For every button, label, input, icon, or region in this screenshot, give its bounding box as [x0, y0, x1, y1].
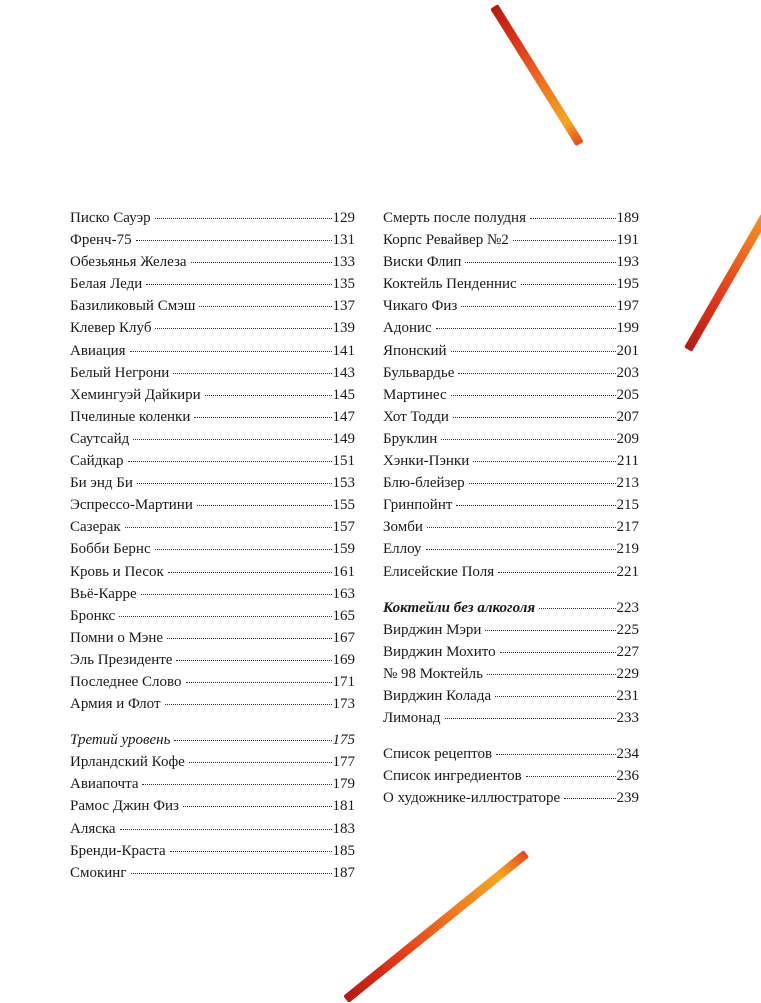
toc-entry-title: Рамос Джин Физ — [70, 798, 179, 815]
decorative-brush-stroke — [684, 165, 761, 351]
toc-entry[interactable] — [383, 450, 639, 472]
toc-entry-title: Вирджин Мохито — [383, 643, 496, 660]
toc-entry[interactable] — [383, 561, 639, 583]
toc-entry-title: Вьё-Карре — [70, 585, 137, 602]
dot-leader — [183, 806, 332, 807]
toc-entry[interactable] — [383, 663, 639, 685]
toc-entry-title: Писко Сауэр — [70, 210, 151, 226]
toc-entry[interactable] — [383, 428, 639, 450]
toc-entry[interactable] — [70, 583, 355, 605]
dot-leader — [436, 328, 616, 329]
toc-entry[interactable] — [383, 317, 639, 339]
dot-leader — [530, 218, 616, 219]
toc-page-number: 145 — [332, 386, 355, 403]
toc-entry[interactable] — [383, 707, 639, 729]
dot-leader — [131, 873, 332, 874]
toc-entry[interactable] — [70, 627, 355, 649]
toc-entry[interactable] — [70, 340, 355, 362]
toc-entry-title: Гринпойнт — [383, 497, 453, 514]
toc-entry[interactable] — [383, 765, 639, 787]
toc-page-number: 143 — [332, 364, 355, 381]
dot-leader — [469, 483, 616, 484]
toc-entry[interactable] — [70, 273, 355, 295]
toc-entry-title: Бронкс — [70, 607, 116, 624]
toc-entry-title: Чикаго Физ — [383, 298, 458, 315]
dot-leader — [136, 240, 332, 241]
dot-leader — [451, 351, 616, 352]
toc-page-number: 141 — [332, 342, 355, 359]
toc-entry[interactable] — [383, 787, 639, 809]
toc-page-number: 229 — [616, 665, 639, 682]
toc-entry[interactable] — [70, 751, 355, 773]
dot-leader — [564, 798, 615, 799]
toc-page-number: 137 — [332, 298, 355, 315]
toc-page-number: 153 — [332, 475, 355, 492]
toc-left-column — [70, 207, 355, 884]
toc-entry-title: Помни о Мэне — [70, 629, 164, 646]
toc-entry-title: Мартинес — [383, 386, 447, 403]
dot-leader — [194, 417, 331, 418]
dot-leader — [167, 638, 331, 639]
toc-entry[interactable] — [383, 685, 639, 707]
toc-page-number: 203 — [616, 364, 639, 381]
toc-entry[interactable] — [383, 384, 639, 406]
toc-page-number: 209 — [616, 430, 639, 447]
toc-entry[interactable] — [70, 472, 355, 494]
toc-entry[interactable] — [383, 362, 639, 384]
dot-leader — [133, 439, 331, 440]
toc-entry-title: Авиация — [70, 342, 126, 359]
toc-entry[interactable] — [70, 840, 355, 862]
dot-leader — [496, 754, 615, 755]
toc-page-number: 181 — [332, 798, 355, 815]
dot-leader — [426, 549, 616, 550]
dot-leader — [539, 608, 615, 609]
toc-entry-title: Третий уровень — [70, 732, 171, 749]
toc-page-number: 173 — [332, 696, 355, 713]
toc-entry[interactable] — [383, 295, 639, 317]
dot-leader — [155, 218, 332, 219]
dot-leader — [176, 660, 331, 661]
dot-leader — [465, 262, 615, 263]
toc-page-number: 177 — [332, 754, 355, 771]
toc-entry-title: № 98 Моктейль — [383, 665, 483, 682]
toc-entry[interactable] — [70, 649, 355, 671]
toc-entry[interactable] — [70, 406, 355, 428]
dot-leader — [141, 594, 332, 595]
toc-entry-title: Кровь и Песок — [70, 563, 164, 580]
toc-entry-title: Авиапочта — [70, 776, 139, 793]
toc-page-number: 187 — [332, 864, 355, 881]
toc-entry-title: Японский — [383, 342, 447, 359]
toc-entry-title: Хот Тодди — [383, 408, 449, 425]
toc-page-number: 227 — [616, 643, 639, 660]
toc-page-number: 193 — [616, 254, 639, 271]
toc-entry[interactable] — [383, 340, 639, 362]
toc-entry[interactable] — [383, 494, 639, 516]
dot-leader — [137, 483, 332, 484]
toc-page-number: 195 — [616, 276, 639, 293]
toc-page-number: 236 — [616, 768, 639, 785]
toc-page-number: 239 — [616, 790, 639, 807]
toc-page-number: 175 — [332, 732, 355, 749]
dot-leader — [142, 784, 331, 785]
toc-entry-title: Адонис — [383, 320, 432, 337]
dot-leader — [500, 652, 616, 653]
toc-page-number: 179 — [332, 776, 355, 793]
dot-leader — [461, 306, 615, 307]
dot-leader — [119, 616, 331, 617]
toc-entry-title: Вирджин Мэри — [383, 621, 482, 638]
toc-page-number: 155 — [332, 497, 355, 514]
toc-entry-title: Сазерак — [70, 519, 121, 536]
toc-page-number: 183 — [332, 820, 355, 837]
dot-leader — [165, 704, 332, 705]
toc-page-number: 197 — [616, 298, 639, 315]
dot-leader — [173, 373, 331, 374]
toc-page-number: 205 — [616, 386, 639, 403]
toc-entry-title: Корпс Ревайвер №2 — [383, 232, 509, 249]
toc-page-number: 231 — [616, 687, 639, 704]
toc-entry-title: Саутсайд — [70, 430, 130, 447]
toc-page-number: 135 — [332, 276, 355, 293]
dot-leader — [487, 674, 616, 675]
dot-leader — [205, 395, 332, 396]
toc-entry-title: Белый Негрони — [70, 364, 170, 381]
toc-entry[interactable] — [70, 494, 355, 516]
dot-leader — [456, 505, 615, 506]
toc-entry[interactable] — [70, 795, 355, 817]
dot-leader — [155, 328, 331, 329]
dot-leader — [174, 740, 331, 741]
toc-entry-title: Лимонад — [383, 710, 441, 727]
toc-entry-title: Смокинг — [70, 864, 127, 881]
toc-entry-title: Виски Флип — [383, 254, 462, 271]
toc-section-heading[interactable] — [70, 729, 355, 751]
toc-entry-title: Блю-блейзер — [383, 475, 465, 492]
toc-entry-title: Вирджин Колада — [383, 687, 492, 704]
toc-entry-title: Би энд Би — [70, 475, 133, 492]
toc-page-number: 129 — [332, 210, 355, 226]
toc-entry-title: Ирландский Кофе — [70, 754, 185, 771]
toc-entry-title: Армия и Флот — [70, 696, 161, 713]
toc-entry-title: Зомби — [383, 519, 423, 536]
toc-entry[interactable] — [383, 743, 639, 765]
toc-entry-title: Бруклин — [383, 430, 438, 447]
toc-page-number: 199 — [616, 320, 639, 337]
toc-page-number: 131 — [332, 232, 355, 249]
dot-leader — [128, 461, 332, 462]
dot-leader — [146, 284, 331, 285]
toc-entry-title: Коктейль Пенденнис — [383, 276, 517, 293]
toc-page-number: 149 — [332, 430, 355, 447]
toc-entry-title: Смерть после полудня — [383, 210, 526, 226]
toc-page-number: 171 — [332, 673, 355, 690]
toc-entry-title: Коктейли без алкоголя — [383, 599, 536, 616]
decorative-brush-stroke — [343, 850, 529, 1003]
toc-entry-title: Бобби Бернс — [70, 541, 151, 558]
toc-page-number: 159 — [332, 541, 355, 558]
toc-page-number: 163 — [332, 585, 355, 602]
toc-page-number: 167 — [332, 629, 355, 646]
toc-page-number: 213 — [616, 475, 639, 492]
toc-entry[interactable] — [70, 450, 355, 472]
toc-page-number: 133 — [332, 254, 355, 271]
toc-entry[interactable] — [70, 862, 355, 884]
dot-leader — [168, 572, 332, 573]
toc-entry-title: Эль Президенте — [70, 651, 173, 668]
toc-entry[interactable] — [70, 428, 355, 450]
toc-entry-title: Аляска — [70, 820, 116, 837]
toc-page-number: 215 — [616, 497, 639, 514]
toc-page-number: 207 — [616, 408, 639, 425]
dot-leader — [186, 682, 332, 683]
toc-entry[interactable] — [70, 362, 355, 384]
toc-entry[interactable] — [70, 561, 355, 583]
dot-leader — [197, 505, 332, 506]
toc-entry[interactable] — [383, 207, 639, 229]
toc-entry[interactable] — [383, 516, 639, 538]
toc-page-number: 191 — [616, 232, 639, 249]
toc-entry[interactable] — [383, 619, 639, 641]
toc-page-number: 211 — [617, 453, 639, 470]
toc-entry[interactable] — [70, 773, 355, 795]
toc-entry-title: Обезьянья Железа — [70, 254, 187, 271]
toc-entry-title: Хэнки-Пэнки — [383, 453, 470, 470]
toc-entry-title: Белая Леди — [70, 276, 143, 293]
toc-entry[interactable] — [383, 229, 639, 251]
toc-entry-title: Список ингредиентов — [383, 768, 522, 785]
section-gap — [70, 715, 355, 729]
toc-entry-title: Последнее Слово — [70, 673, 182, 690]
dot-leader — [458, 373, 615, 374]
dot-leader — [485, 630, 615, 631]
dot-leader — [495, 696, 615, 697]
toc-entry-title: Пчелиные коленки — [70, 408, 191, 425]
dot-leader — [191, 262, 332, 263]
dot-leader — [521, 284, 616, 285]
dot-leader — [189, 762, 332, 763]
dot-leader — [451, 395, 616, 396]
toc-entry[interactable] — [70, 538, 355, 560]
toc-entry-title: Бренди-Краста — [70, 842, 166, 859]
toc-section-heading[interactable] — [383, 597, 639, 619]
toc-page-number: 157 — [332, 519, 355, 536]
toc-entry-title: Список рецептов — [383, 746, 493, 763]
toc-page-number: 219 — [616, 541, 639, 558]
dot-leader — [445, 718, 616, 719]
toc-entry[interactable] — [383, 406, 639, 428]
toc-page-number: 185 — [332, 842, 355, 859]
toc-right-column — [383, 207, 639, 809]
dot-leader — [453, 417, 616, 418]
dot-leader — [526, 776, 616, 777]
toc-entry[interactable] — [383, 251, 639, 273]
decorative-brush-stroke — [490, 4, 583, 146]
toc-page-number: 221 — [616, 563, 639, 580]
dot-leader — [170, 851, 332, 852]
toc-entry[interactable] — [383, 641, 639, 663]
toc-entry-title: О художнике-иллюстраторе — [383, 790, 561, 807]
section-gap — [383, 729, 639, 743]
dot-leader — [427, 527, 616, 528]
toc-page-number: 201 — [616, 342, 639, 359]
toc-entry[interactable] — [70, 516, 355, 538]
toc-page-number: 139 — [332, 320, 355, 337]
toc-page-number: 225 — [616, 621, 639, 638]
toc-entry[interactable] — [70, 818, 355, 840]
toc-entry-title: Френч-75 — [70, 232, 132, 249]
toc-entry-title: Эспрессо-Мартини — [70, 497, 193, 514]
toc-page-number: 189 — [616, 210, 639, 226]
dot-leader — [130, 351, 332, 352]
toc-entry[interactable] — [383, 538, 639, 560]
toc-page-number: 234 — [616, 746, 639, 763]
toc-entry[interactable] — [70, 295, 355, 317]
section-gap — [383, 583, 639, 597]
toc-page-number: 233 — [616, 710, 639, 727]
toc-page-number: 169 — [332, 651, 355, 668]
toc-page-number: 217 — [616, 519, 639, 536]
toc-entry-title: Бульвардье — [383, 364, 455, 381]
dot-leader — [498, 572, 615, 573]
dot-leader — [473, 461, 616, 462]
toc-entry[interactable] — [383, 472, 639, 494]
toc-entry[interactable] — [70, 251, 355, 273]
toc-entry[interactable] — [70, 384, 355, 406]
toc-page-number: 147 — [332, 408, 355, 425]
dot-leader — [125, 527, 332, 528]
toc-entry-title: Хемингуэй Дайкири — [70, 386, 201, 403]
toc-entry[interactable] — [383, 273, 639, 295]
toc-entry[interactable] — [70, 671, 355, 693]
toc-entry-title: Сайдкар — [70, 453, 124, 470]
dot-leader — [155, 549, 332, 550]
toc-entry[interactable] — [70, 693, 355, 715]
toc-page-number: 161 — [332, 563, 355, 580]
toc-entry[interactable] — [70, 317, 355, 339]
toc-entry[interactable] — [70, 605, 355, 627]
toc-entry-title: Еллоу — [383, 541, 422, 558]
toc-page-number: 151 — [332, 453, 355, 470]
toc-entry-title: Клевер Клуб — [70, 320, 152, 337]
toc-entry[interactable] — [70, 207, 355, 229]
toc-entry-title: Елисейские Поля — [383, 563, 495, 580]
dot-leader — [120, 829, 332, 830]
toc-entry-title: Базиликовый Смэш — [70, 298, 196, 315]
toc-page-number: 165 — [332, 607, 355, 624]
dot-leader — [199, 306, 331, 307]
dot-leader — [513, 240, 616, 241]
toc-page-number: 223 — [616, 599, 639, 616]
toc-entry[interactable] — [70, 229, 355, 251]
dot-leader — [441, 439, 615, 440]
